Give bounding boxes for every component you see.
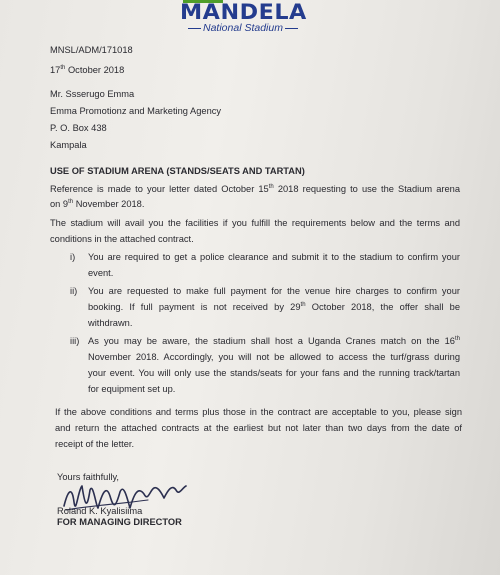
list-item-line: withdrawn. [88, 318, 133, 328]
paragraph-reference-line: Reference is made to your letter dated October 15th 2018 requesting to use the Stadium arena [50, 184, 460, 194]
list-item-number: i) [70, 252, 76, 262]
letterhead-logo [0, 0, 500, 40]
letter-date: 17th October 2018 [50, 65, 125, 75]
list-item-line: for equipment set up. [88, 384, 176, 394]
paragraph-reference-line: on 9th November 2018. [50, 199, 145, 209]
signatory-name: Roland K. Kyalisiima [57, 506, 143, 516]
list-item-number: iii) [70, 336, 80, 346]
logo-subtitle: National Stadium [186, 22, 300, 34]
list-item-line: your event. You will only use the stands/seats for your fans and the running track/tartan [88, 368, 460, 378]
recipient-box: P. O. Box 438 [50, 123, 107, 133]
paragraph-conditions-line: conditions in the attached contract. [50, 234, 194, 244]
subject-heading: USE OF STADIUM ARENA (STANDS/SEATS AND TARTAN) [50, 166, 305, 176]
closing-salutation: Yours faithfully, [57, 472, 120, 482]
paragraph-closing-line: If the above conditions and terms plus those in the contract are acceptable to you, please sign [55, 407, 462, 417]
list-item-line: booking. If full payment is not received by 29th October 2018, the offer shall be [88, 302, 460, 312]
list-item-line: November 2018. Accordingly, you will not be allowed to access the turf/grass during [88, 352, 460, 362]
recipient-city: Kampala [50, 140, 87, 150]
paragraph-closing-line: and return the attached contracts at the earliest but not later than two days from the date of [55, 423, 462, 433]
list-item-line: As you may be aware, the stadium shall host a Uganda Cranes match on the 16th [88, 336, 460, 346]
list-item-line: You are requested to make full payment for the venue hire charges to confirm your [88, 286, 460, 296]
recipient-company: Emma Promotionz and Marketing Agency [50, 106, 222, 116]
reference-number: MNSL/ADM/171018 [50, 45, 133, 55]
recipient-name: Mr. Ssserugo Emma [50, 89, 135, 99]
logo-wordmark: MANDELA [180, 0, 307, 24]
list-item-number: ii) [70, 286, 78, 296]
list-item-line: event. [88, 268, 114, 278]
paragraph-closing-line: receipt of the letter. [55, 439, 135, 449]
signatory-title: FOR MANAGING DIRECTOR [57, 517, 182, 527]
list-item-line: You are required to get a police clearance and submit it to the stadium to confirm your [88, 252, 460, 262]
paragraph-conditions-line: The stadium will avail you the facilities if you fulfill the requirements below and the terms and [50, 218, 460, 228]
